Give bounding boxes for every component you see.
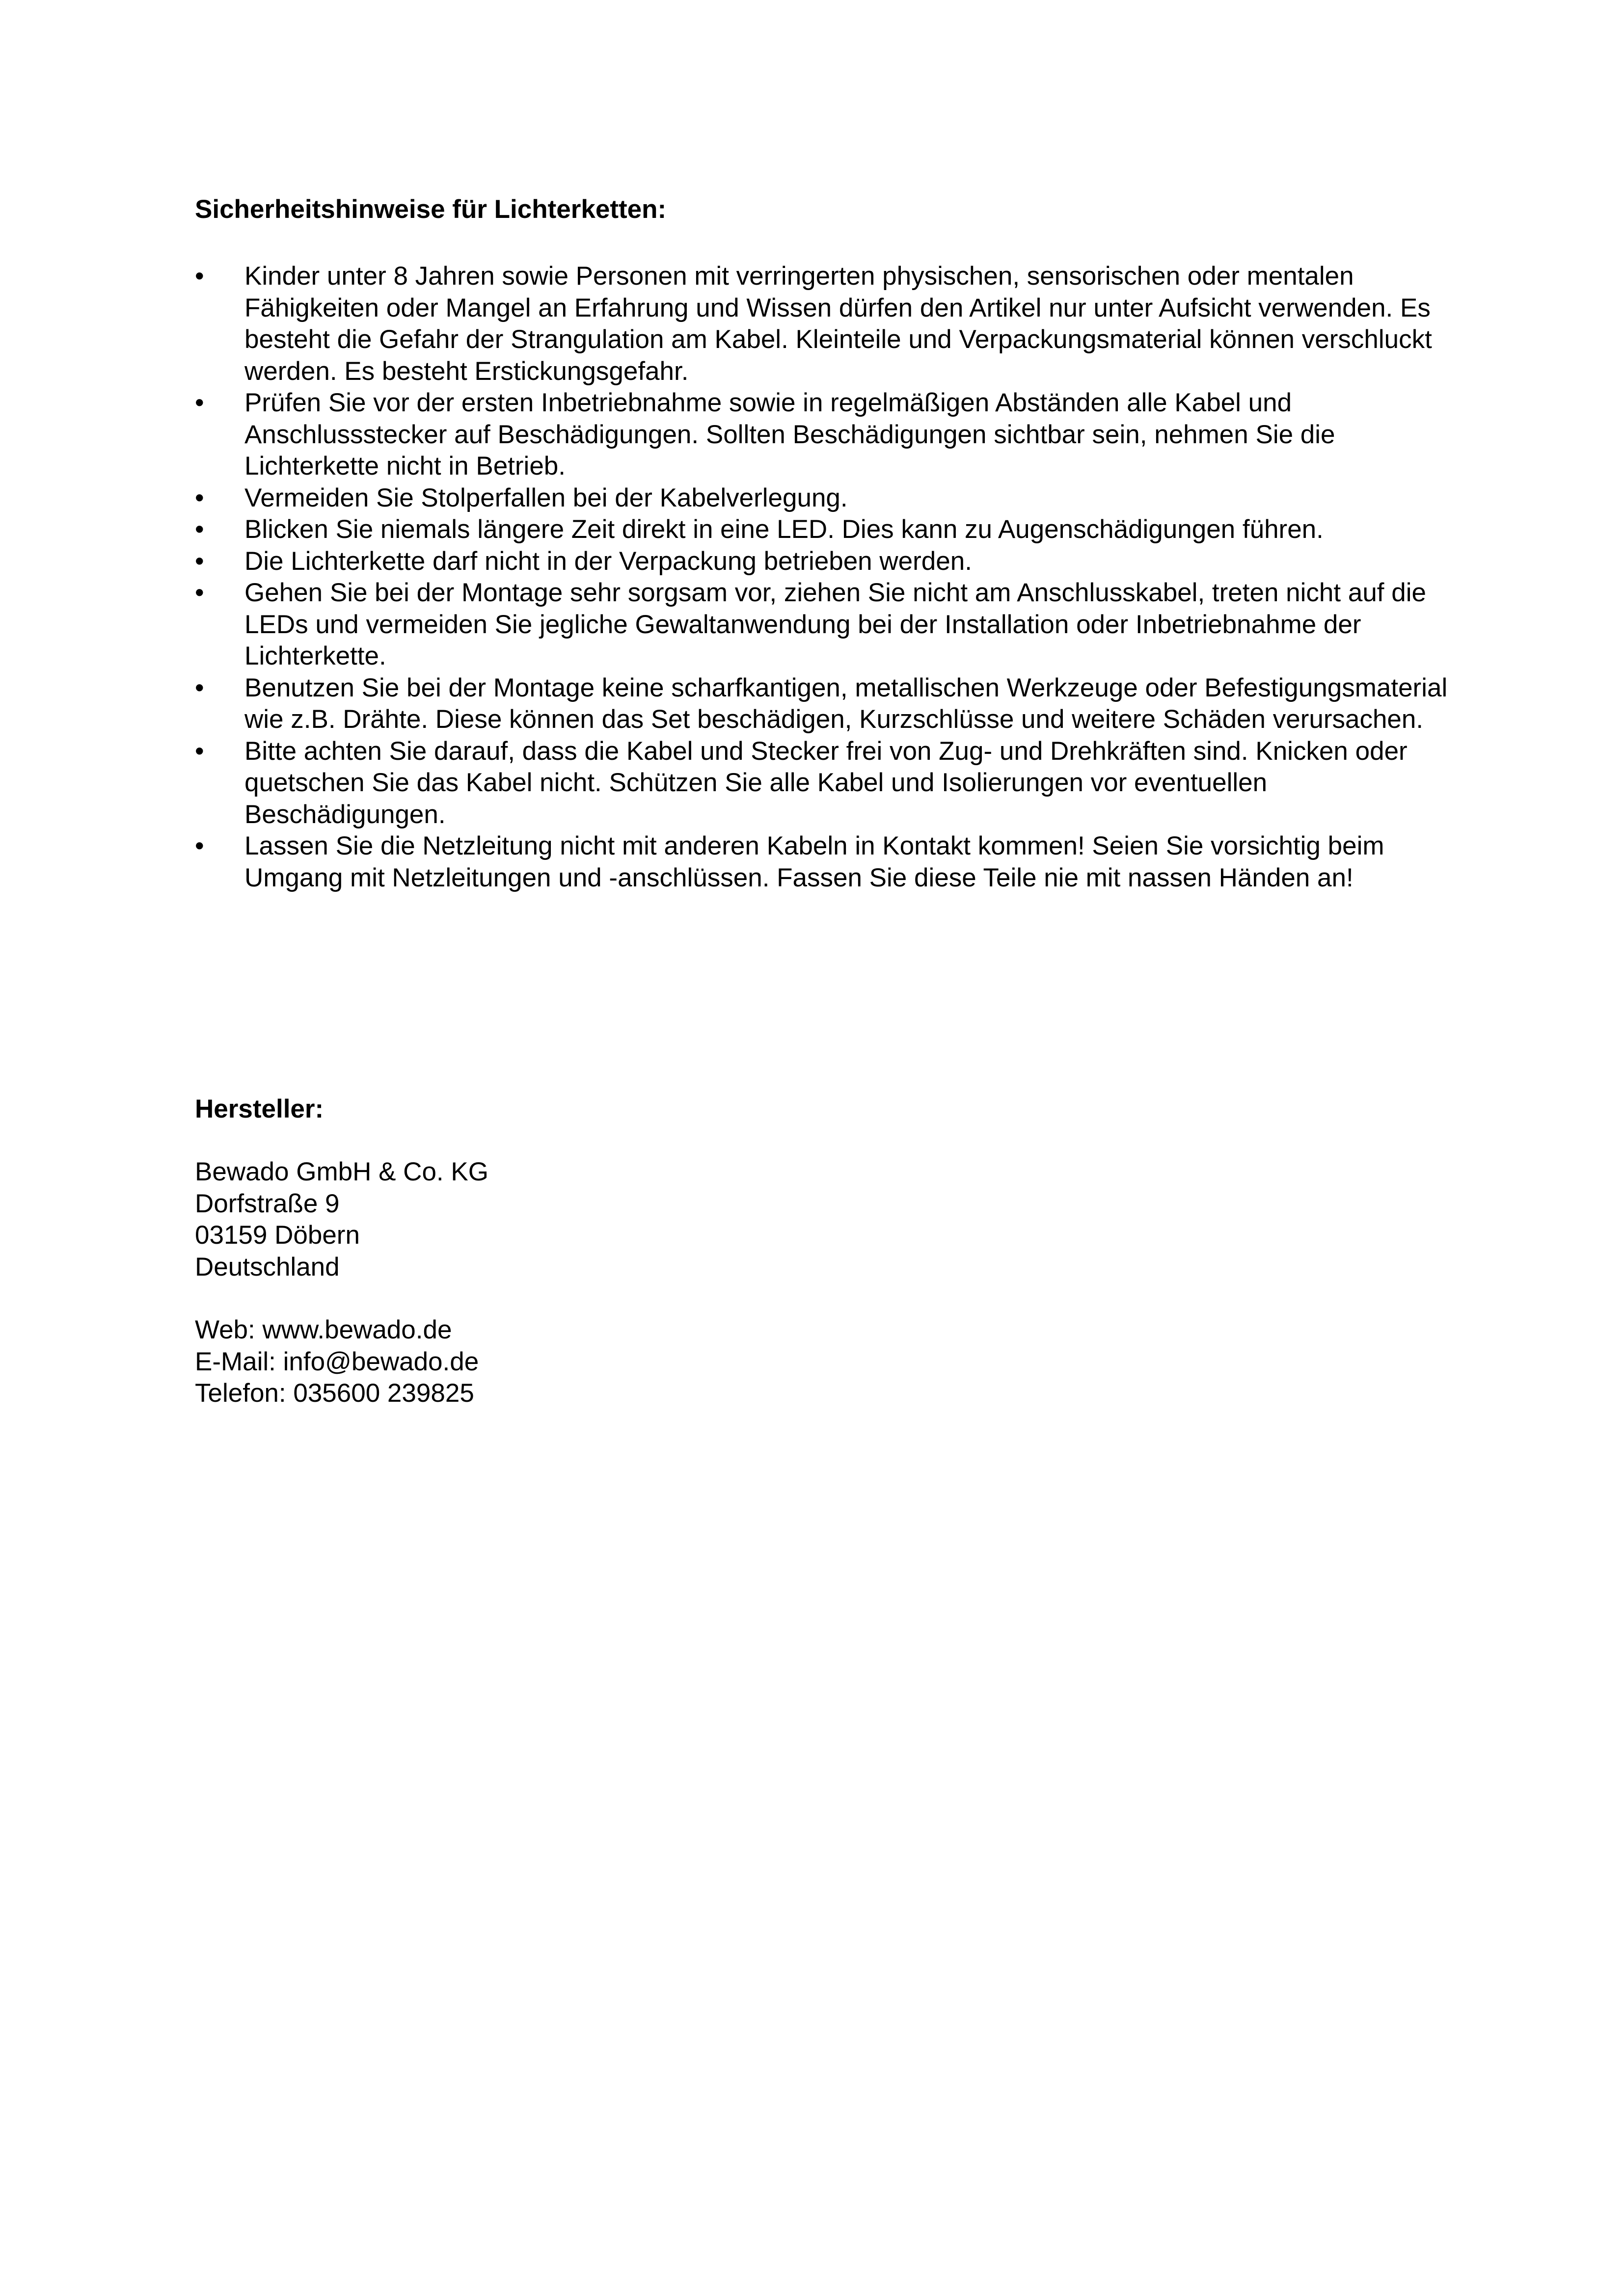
list-item	[195, 736, 1452, 831]
email-line: E-Mail: info@bewado.de	[195, 1347, 479, 1376]
list-item	[195, 672, 1452, 736]
safety-item-text: Die Lichterkette darf nicht in der Verpackung betrieben werden.	[244, 546, 972, 576]
bullet-point: •	[195, 262, 204, 291]
bullet-point: •	[195, 578, 204, 607]
list-item	[195, 514, 1452, 546]
postal-city: 03159 Döbern	[195, 1221, 360, 1250]
phone-line: Telefon: 035600 239825	[195, 1379, 474, 1408]
bullet-point: •	[195, 483, 204, 512]
list-item	[195, 830, 1452, 894]
safety-item-text: Kinder unter 8 Jahren sowie Personen mit verringerten physischen, sensorischen oder mentalen Fähigkeiten oder Mangel an Erfahrung und Wissen dürfen den Artikel nur unter Aufsicht verwenden. Es besteht die Gefahr der Strangulation am Kabel. Kleinteile und Verpackungsmaterial können verschluckt werden. Es besteht Erstickungsgefahr.	[244, 262, 1432, 386]
website-line: Web: www.bewado.de	[195, 1315, 452, 1344]
bullet-point: •	[195, 673, 204, 702]
safety-heading: Sicherheitshinweise für Lichterketten:	[195, 195, 667, 224]
safety-item-text: Benutzen Sie bei der Montage keine scharfkantigen, metallischen Werkzeuge oder Befestigungsmaterial wie z.B. Drähte. Diese können das Set beschädigen, Kurzschlüsse und weitere Schäden verursachen.	[244, 673, 1448, 734]
safety-instructions-list	[195, 261, 1452, 894]
bullet-point: •	[195, 831, 204, 860]
manufacturer-heading: Hersteller:	[195, 1095, 324, 1123]
list-item	[195, 546, 1452, 578]
bullet-point: •	[195, 736, 204, 766]
safety-item-text: Prüfen Sie vor der ersten Inbetriebnahme sowie in regelmäßigen Abständen alle Kabel und Anschlussstecker auf Beschädigungen. Sollten Beschädigungen sichtbar sein, nehmen Sie die Lichterkette nicht in Betrieb.	[244, 388, 1335, 481]
manufacturer-address	[195, 1156, 488, 1283]
company-name: Bewado GmbH & Co. KG	[195, 1157, 488, 1186]
list-item	[195, 577, 1452, 672]
list-item	[195, 482, 1452, 514]
list-item	[195, 261, 1452, 387]
street-address: Dorfstraße 9	[195, 1189, 340, 1218]
safety-item-text: Blicken Sie niemals längere Zeit direkt in eine LED. Dies kann zu Augenschädigungen führen.	[244, 515, 1324, 544]
bullet-point: •	[195, 546, 204, 576]
bullet-point: •	[195, 515, 204, 544]
country: Deutschland	[195, 1252, 340, 1281]
safety-item-text: Gehen Sie bei der Montage sehr sorgsam vor, ziehen Sie nicht am Anschlusskabel, treten nicht auf die LEDs und vermeiden Sie jegliche Gewaltanwendung bei der Installation oder Inbetriebnahme der Lichterkette.	[244, 578, 1426, 670]
manufacturer-contact	[195, 1314, 479, 1410]
safety-item-text: Bitte achten Sie darauf, dass die Kabel und Stecker frei von Zug- und Drehkräften sind. Knicken oder quetschen Sie das Kabel nicht. Schützen Sie alle Kabel und Isolierungen vor eventuellen Beschädigungen.	[244, 736, 1407, 829]
list-item	[195, 387, 1452, 482]
bullet-point: •	[195, 388, 204, 417]
safety-item-text: Vermeiden Sie Stolperfallen bei der Kabelverlegung.	[244, 483, 848, 512]
safety-item-text: Lassen Sie die Netzleitung nicht mit anderen Kabeln in Kontakt kommen! Seien Sie vorsichtig beim Umgang mit Netzleitungen und -anschlüssen. Fassen Sie diese Teile nie mit nassen Händen an!	[244, 831, 1384, 892]
